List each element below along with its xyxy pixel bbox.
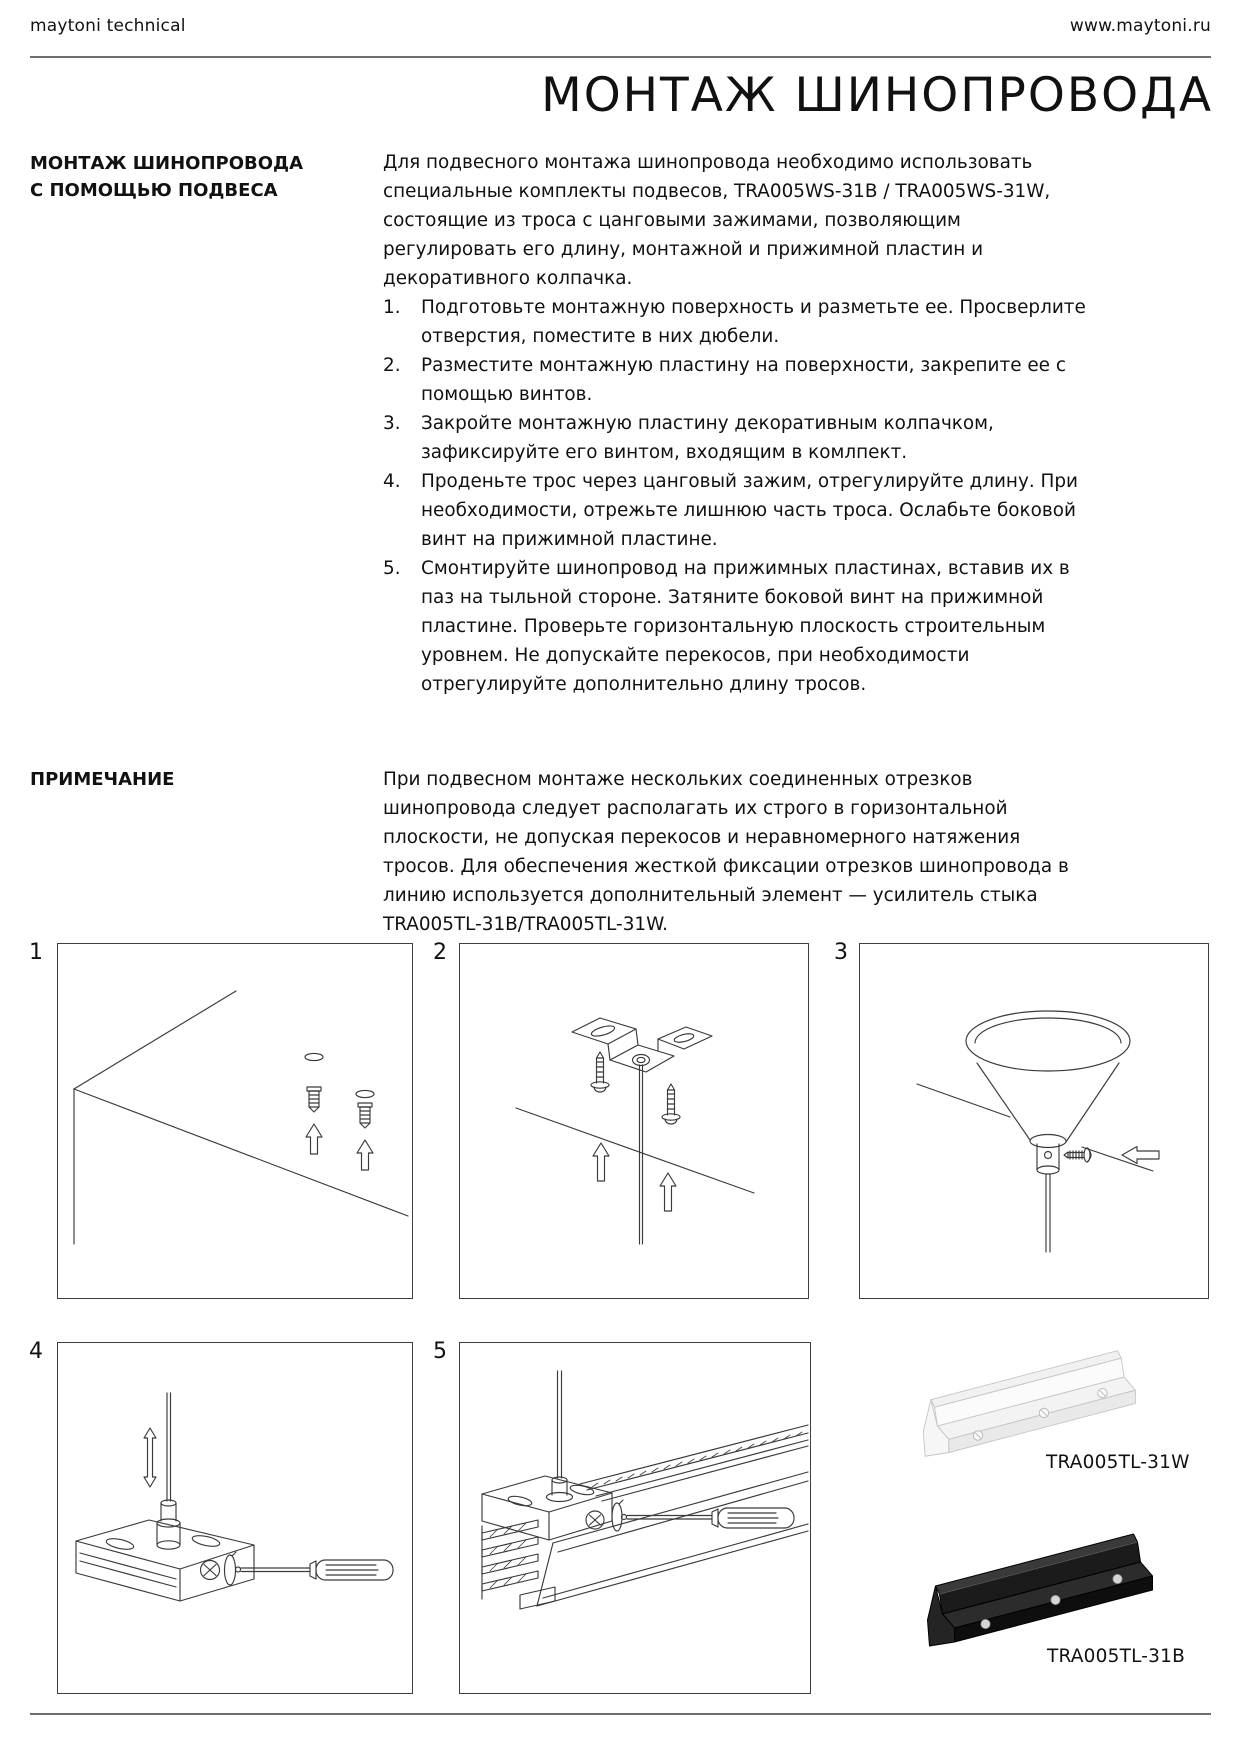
track-mounting-icon [460, 1343, 810, 1693]
section-heading-mount [30, 150, 365, 204]
mounting-plate-icon [460, 944, 808, 1298]
step-number: 5. [383, 558, 401, 579]
step-text: Закройте монтажную пластину декоративным колпачком, зафиксируйте его винтом, входящим в комлпект. [421, 413, 994, 463]
figure-5-track-mounting-diagram [459, 1342, 811, 1694]
figure-3-label: 3 [834, 940, 848, 965]
steps-list [383, 293, 1086, 699]
section-heading-line: С ПОМОЩЬЮ ПОДВЕСА [30, 180, 278, 201]
figure-5-label: 5 [433, 1339, 447, 1364]
product-code-white: TRA005TL-31W [1046, 1452, 1190, 1473]
cone-cap-icon [860, 944, 1208, 1298]
step-text: Смонтируйте шинопровод на прижимных пластинах, вставив их в паз на тыльной стороне. Затяните боковой винт на прижимной пластине. Проверьте горизонтальную плоскость строительным уровнем. Не допускайте перекосов, при необходимости отрегулируйте дополнительно длину тросов. [421, 558, 1070, 695]
note-paragraph: При подвесном монтаже нескольких соединенных отрезков шинопровода следует располагать их строго в горизонтальной плоскости, не допуская перекосов и неравномерного натяжения тросов. Для обеспечения жесткой фиксации отрезков шинопровода в линию используется дополнительный элемент — усилитель стыка TRA005TL-31B/TRA005TL-31W. [383, 769, 1069, 935]
step-text: Проденьте трос через цанговый зажим, отрегулируйте длину. При необходимости, отрежьте лишнюю часть троса. Ослабьте боковой винт на прижимной пластине. [421, 471, 1078, 550]
product-code-black: TRA005TL-31B [1047, 1646, 1185, 1667]
page-title: МОНТАЖ ШИНОПРОВОДА [541, 68, 1213, 123]
step-text: Разместите монтажную пластину на поверхности, закрепите ее с помощью винтов. [421, 355, 1066, 405]
step-number: 1. [383, 297, 401, 318]
intro-paragraph: Для подвесного монтажа шинопровода необходимо использовать специальные комплекты подвесов, TRA005WS-31B / TRA005WS-31W, состоящие из троса с цанговыми зажимами, позволяющим регулировать его длину, монтажной и прижимной пластин и декоративного колпачка. [383, 152, 1051, 289]
header-divider [30, 56, 1211, 58]
section-heading-note: ПРИМЕЧАНИЕ [30, 769, 175, 790]
website-link[interactable]: www.maytoni.ru [1069, 16, 1211, 36]
step-item [383, 409, 1086, 467]
figure-3-cone-cap-diagram [859, 943, 1209, 1299]
step-number: 3. [383, 413, 401, 434]
figure-2-mounting-plate-diagram [459, 943, 809, 1299]
step-item [383, 554, 1086, 699]
figure-1-label: 1 [29, 940, 43, 965]
step-item [383, 293, 1086, 351]
brand-text: maytoni technical [30, 16, 186, 36]
footer-divider [30, 1713, 1211, 1715]
step-number: 4. [383, 471, 401, 492]
step-number: 2. [383, 355, 401, 376]
step-item [383, 467, 1086, 554]
figure-1-dowels-diagram [57, 943, 413, 1299]
figure-4-label: 4 [29, 1339, 43, 1364]
figure-2-label: 2 [433, 940, 447, 965]
step-item [383, 351, 1086, 409]
section-heading-line: МОНТАЖ ШИНОПРОВОДА [30, 153, 303, 174]
figure-4-pressure-plate-diagram [57, 1342, 413, 1694]
dowels-in-ceiling-icon [58, 944, 412, 1298]
pressure-plate-icon [58, 1343, 412, 1693]
step-text: Подготовьте монтажную поверхность и разметьте ее. Просверлите отверстия, поместите в них дюбели. [421, 297, 1086, 347]
